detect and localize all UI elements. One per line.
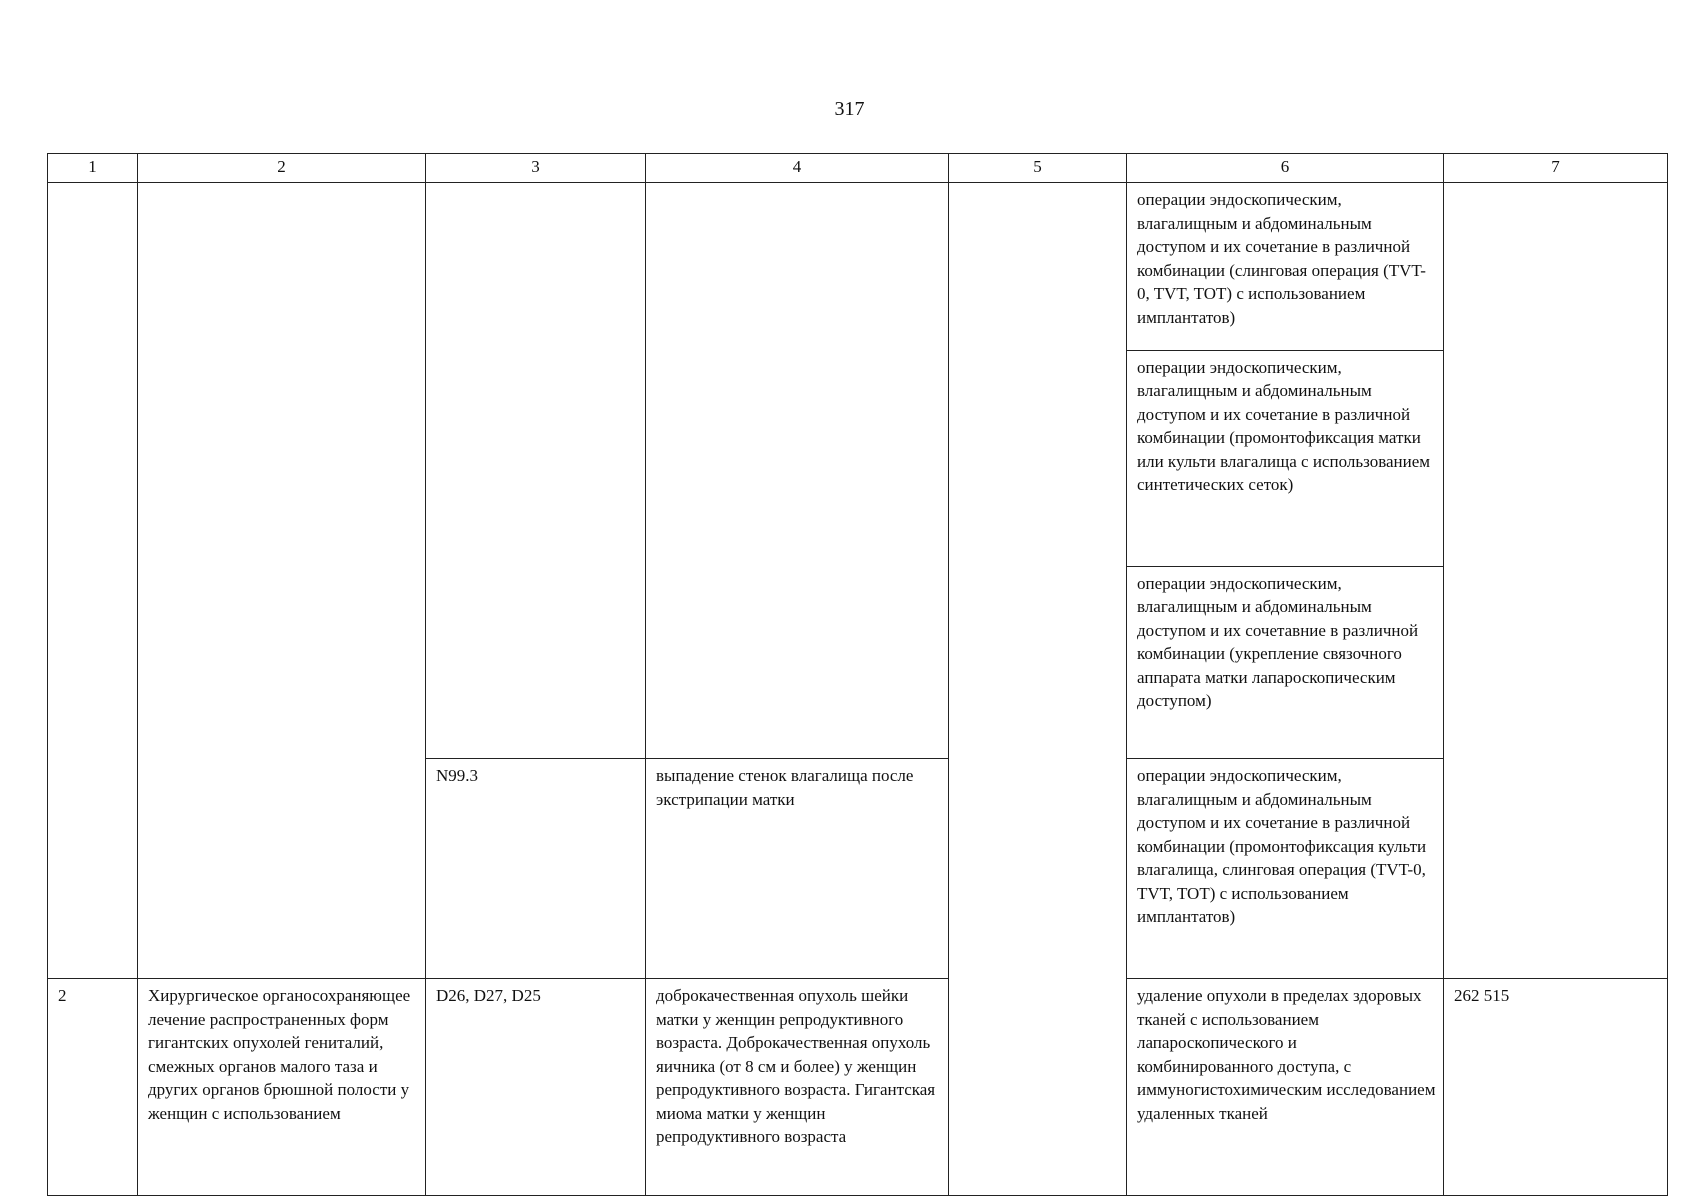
cell-diagnosis-code xyxy=(426,183,646,759)
column-header-3: 3 xyxy=(426,154,646,183)
column-header-1: 1 xyxy=(48,154,138,183)
page-number: 317 xyxy=(834,98,865,120)
cell-treatment-method: операции эндоскопическим, влагалищным и абдоминальным доступом и их сочетание в различной комбинации (промонтофиксация матки или культи влагалища с использованием синтетических сеток) xyxy=(1127,350,1444,566)
cell-treatment-kind xyxy=(949,183,1127,1196)
cell-cost: 262 515 xyxy=(1444,979,1668,1196)
cell-diagnosis-code: N99.3 xyxy=(426,759,646,979)
cell-cost xyxy=(1444,183,1668,979)
column-header-5: 5 xyxy=(949,154,1127,183)
cell-patient-model: выпадение стенок влагалища после экстрипации матки xyxy=(646,759,949,979)
cell-treatment-type: Хирургическое органосохраняющее лечение распространенных форм гигантских опухолей гениталий, смежных органов малого таза и других органов брюшной полости у женщин с использованием xyxy=(138,979,426,1196)
cell-treatment-method: операции эндоскопическим, влагалищным и абдоминальным доступом и их сочетание в различной комбинации (слинговая операция (TVT-0, TVT, TOT) с использованием имплантатов) xyxy=(1127,183,1444,351)
column-header-2: 2 xyxy=(138,154,426,183)
column-header-7: 7 xyxy=(1444,154,1668,183)
cell-patient-model xyxy=(646,183,949,759)
cell-treatment-method: операции эндоскопическим, влагалищным и абдоминальным доступом и их сочетание в различной комбинации (промонтофиксация культи влагалища, слинговая операция (TVT-0, TVT, TOT) с использованием имплантатов) xyxy=(1127,759,1444,979)
cell-patient-model: доброкачественная опухоль шейки матки у женщин репродуктивного возраста. Доброкачественная опухоль яичника (от 8 см и более) у женщин репродуктивного возраста. Гигантская миома матки у женщин репродуктивного возраста xyxy=(646,979,949,1196)
column-header-6: 6 xyxy=(1127,154,1444,183)
column-header-4: 4 xyxy=(646,154,949,183)
table-row xyxy=(48,183,1668,351)
cell-diagnosis-code: D26, D27, D25 xyxy=(426,979,646,1196)
cell-treatment-method: удаление опухоли в пределах здоровых тканей с использованием лапароскопического и комбинированного доступа, с иммуногистохимическим исследованием удаленных тканей xyxy=(1127,979,1444,1196)
cell-group-number xyxy=(48,183,138,979)
table-header-row xyxy=(48,154,1668,183)
cell-treatment-method: операции эндоскопическим, влагалищным и абдоминальным доступом и их сочетавние в различной комбинации (укрепление связочного аппарата матки лапароскопическим доступом) xyxy=(1127,566,1444,758)
cell-group-number: 2 xyxy=(48,979,138,1196)
cell-treatment-type xyxy=(138,183,426,979)
services-table xyxy=(47,153,1668,1196)
table-row xyxy=(48,979,1668,1196)
